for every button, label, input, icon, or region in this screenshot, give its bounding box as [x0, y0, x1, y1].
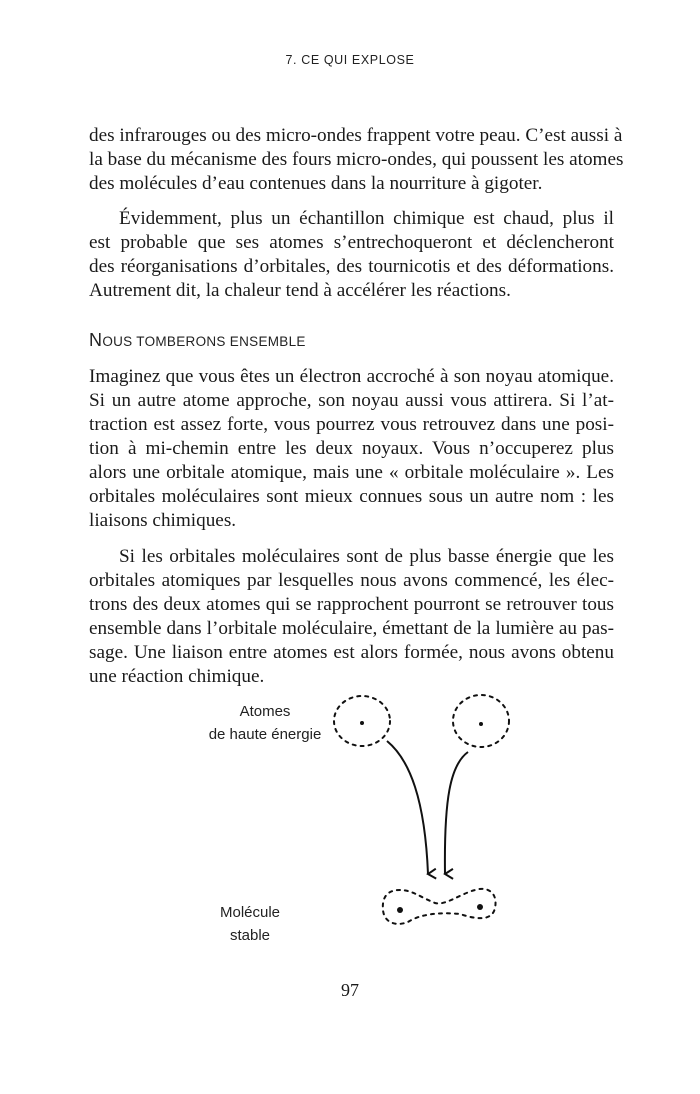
label-line: de haute énergie [208, 726, 322, 743]
text-line: une réaction chimique. [89, 666, 265, 687]
heading-initial: N [89, 330, 103, 350]
text-line: ensemble dans l’orbitale moléculaire, émettant de la lumière au pas- [89, 618, 614, 639]
molecule-nucleus-right [477, 904, 483, 910]
text-line: Si un autre atome approche, son noyau aussi vous attirera. Si l’at- [89, 390, 614, 411]
text-line: des infrarouges ou des micro-ondes frappent votre peau. C’est aussi à [89, 125, 623, 146]
text-line: traction est assez forte, vous pourrez vous retrouvez dans une posi- [89, 414, 614, 435]
page-number: 97 [341, 980, 359, 1000]
running-head: 7. CE QUI EXPLOSE [285, 53, 415, 67]
molecule-nucleus-left [397, 907, 403, 913]
text-line: est probable que ses atomes s’entrechoqueront et déclencheront [89, 232, 614, 253]
text-line: orbitales atomiques par lesquelles nous avons commencé, les élec- [89, 570, 614, 591]
left-atom-nucleus [360, 721, 364, 725]
right-atom-nucleus [479, 722, 483, 726]
text-line: Imaginez que vous êtes un électron accroché à son noyau atomique. [89, 366, 614, 387]
arrow-left [387, 741, 428, 874]
text-line: sage. Une liaison entre atomes est alors formée, nous avons obtenu [89, 642, 614, 663]
text-line: orbitales moléculaires sont mieux connues sous un autre nom : les [89, 486, 614, 507]
text-line: la base du mécanisme des fours micro-ondes, qui poussent les atomes [89, 149, 624, 170]
text-line: Évidemment, plus un échantillon chimique est chaud, plus il [119, 208, 614, 229]
right-atom-orbital [453, 695, 509, 747]
text-line: liaisons chimiques. [89, 510, 237, 531]
text-line: Autrement dit, la chaleur tend à accélérer les réactions. [89, 280, 511, 301]
text-line: des réorganisations d’orbitales, des tournicotis et des déformations. [89, 256, 614, 277]
text-line: alors une orbitale atomique, mais une « orbitale moléculaire ». Les [89, 462, 614, 483]
heading-rest: OUS TOMBERONS ENSEMBLE [102, 334, 306, 349]
text-line: tion à mi-chemin entre les deux noyaux. Vous n’occuperez plus [89, 438, 614, 459]
text-line: des molécules d’eau contenues dans la nourriture à gigoter. [89, 173, 543, 194]
text-line: Si les orbitales moléculaires sont de plus basse énergie que les [119, 546, 614, 567]
text-line: trons des deux atomes qui se rapprochent pourront se retrouver tous [89, 594, 614, 615]
label-line: Molécule [219, 904, 281, 921]
label-line: stable [229, 927, 271, 944]
label-line: Atomes [239, 703, 291, 720]
arrow-right [445, 752, 468, 874]
